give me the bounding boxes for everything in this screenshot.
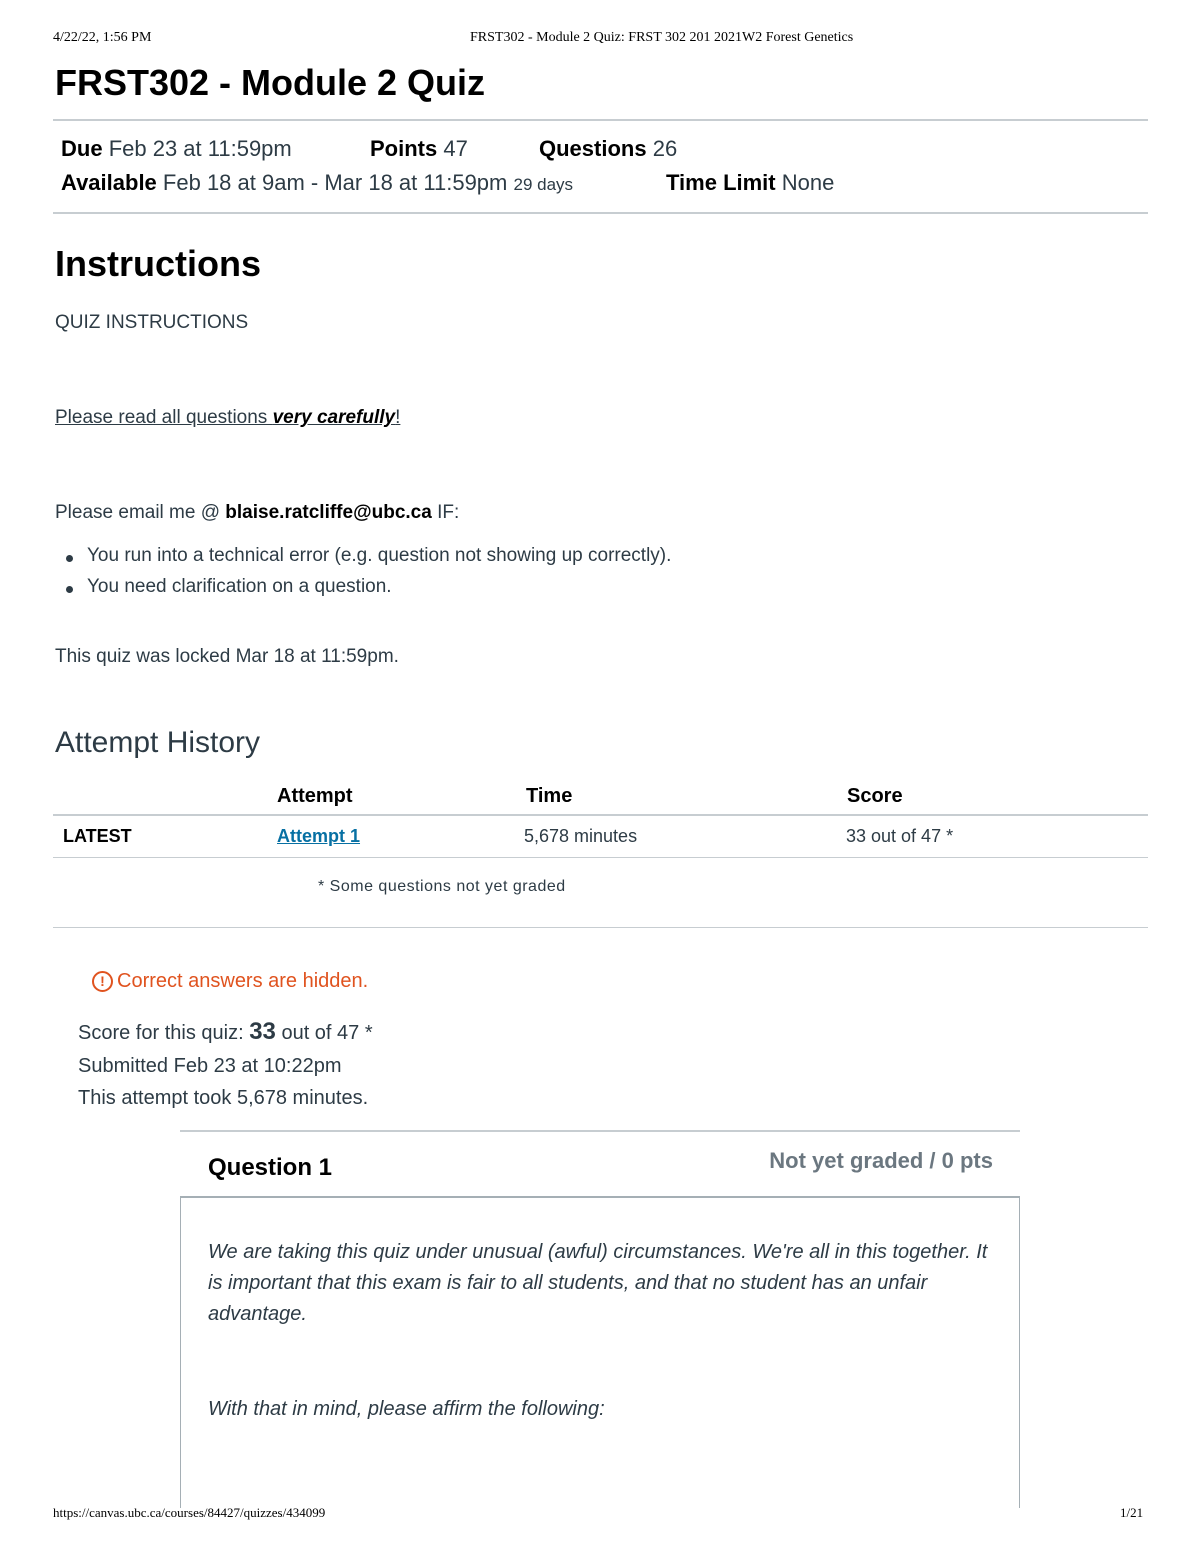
attempt-history-heading: Attempt History [55, 726, 261, 759]
attempt-duration: This attempt took 5,678 minutes. [78, 1087, 369, 1109]
print-footer [0, 1505, 1200, 1525]
question-header [180, 1132, 1020, 1198]
email-address: blaise.ratcliffe@ubc.ca [225, 502, 432, 523]
available-meta [61, 170, 573, 196]
question-paragraph: With that in mind, please affirm the following: [208, 1398, 605, 1420]
divider [53, 212, 1148, 214]
print-url: https://canvas.ubc.ca/courses/84427/quizzes/434099 [53, 1505, 326, 1520]
time-limit-value: None [781, 170, 835, 195]
grading-note: * Some questions not yet graded [318, 878, 566, 895]
points-meta [370, 136, 468, 162]
available-days: 29 days [513, 175, 574, 194]
score-value: 33 [249, 1018, 276, 1045]
divider [53, 927, 1148, 928]
page-title: FRST302 - Module 2 Quiz [55, 62, 486, 103]
question-card [180, 1130, 1020, 1555]
available-value: Feb 18 at 9am - Mar 18 at 11:59pm [162, 170, 508, 195]
questions-value: 26 [652, 136, 678, 161]
print-doc-title: FRST302 - Module 2 Quiz: FRST 302 201 2021W2 Forest Genetics [470, 30, 854, 45]
read-carefully-note: Please read all questions very carefully! [55, 407, 401, 428]
question-paragraph: We are taking this quiz under unusual (awful) circumstances. We're all in this together. It is important that this exam is fair to all students, and that no student has an unfair advantage. [208, 1241, 988, 1325]
print-header [0, 30, 1200, 50]
table-header-divider [53, 814, 1148, 816]
column-header-attempt: Attempt [277, 785, 353, 807]
time-limit-label: Time Limit [666, 170, 776, 195]
question-body [180, 1198, 1020, 1508]
emphasis: very carefully [272, 407, 396, 428]
column-header-time: Time [526, 785, 573, 807]
answers-hidden-notice: ! Correct answers are hidden. [92, 970, 368, 993]
attempt-time: 5,678 minutes [524, 826, 638, 846]
page-number: 1/21 [1120, 1505, 1144, 1520]
column-header-score: Score [847, 785, 903, 807]
attempt-1-link[interactable]: Attempt 1 [277, 826, 361, 846]
warning-icon: ! [92, 971, 113, 992]
time-limit-meta [666, 170, 834, 196]
due-label: Due [61, 136, 103, 161]
due-value: Feb 23 at 11:59pm [108, 136, 292, 161]
list-item: You run into a technical error (e.g. question not showing up correctly). [55, 545, 671, 576]
locked-notice: This quiz was locked Mar 18 at 11:59pm. [55, 646, 399, 667]
table-row-divider [53, 857, 1148, 858]
instructions-subheading: QUIZ INSTRUCTIONS [55, 312, 249, 333]
submitted-time: Submitted Feb 23 at 10:22pm [78, 1055, 342, 1077]
points-label: Points [370, 136, 438, 161]
quiz-meta-row-1 [61, 136, 292, 162]
questions-label: Questions [539, 136, 647, 161]
list-item: You need clarification on a question. [55, 576, 671, 607]
available-label: Available [61, 170, 157, 195]
email-instruction: Please email me @ blaise.ratcliffe@ubc.ca IF: [55, 502, 460, 523]
question-title: Question 1 [208, 1154, 333, 1181]
conditions-list [55, 545, 671, 607]
attempt-score: 33 out of 47 * [846, 826, 954, 846]
table-row [277, 826, 360, 847]
questions-meta [539, 136, 677, 162]
points-value: 47 [443, 136, 468, 161]
print-date: 4/22/22, 1:56 PM [53, 30, 152, 45]
latest-label: LATEST [63, 826, 132, 846]
quiz-score: Score for this quiz: 33 out of 47 * [78, 1018, 373, 1045]
divider [53, 119, 1148, 121]
question-points: Not yet graded / 0 pts [769, 1148, 993, 1173]
instructions-heading: Instructions [55, 243, 262, 284]
